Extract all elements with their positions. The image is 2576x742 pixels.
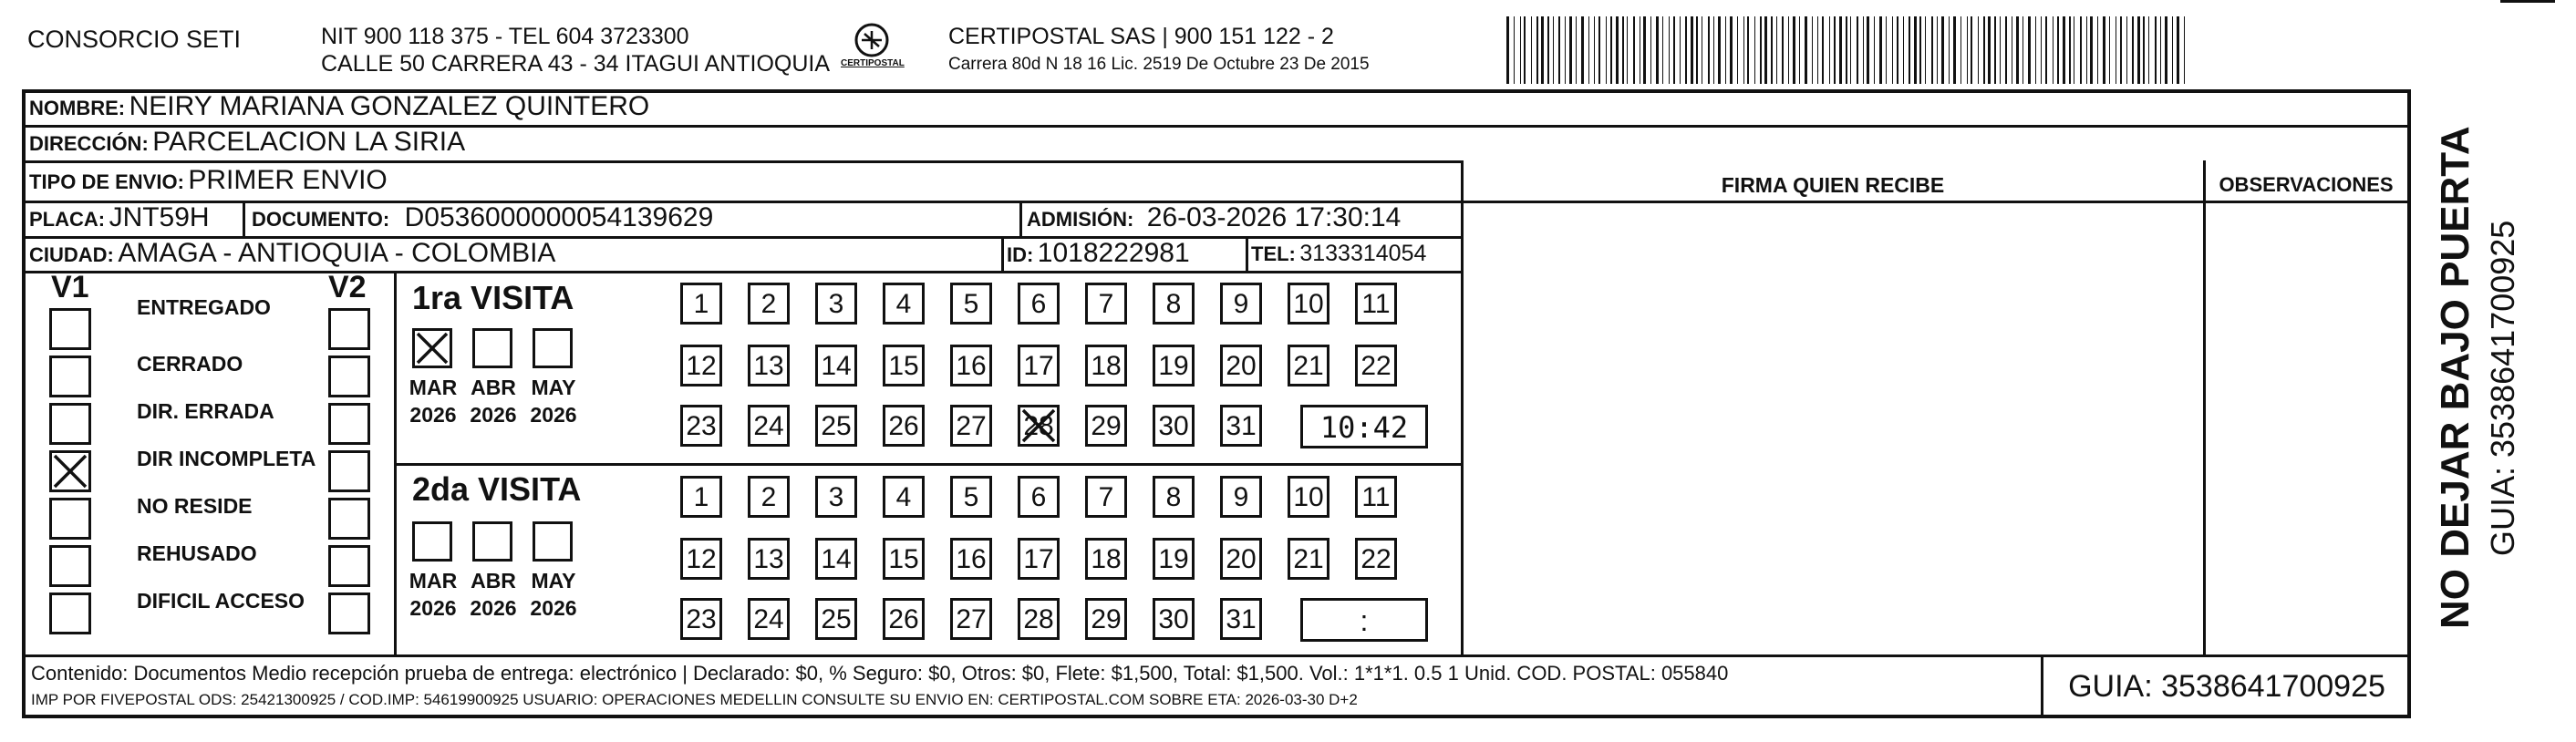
- day-box-12[interactable]: 12: [680, 538, 722, 580]
- admision-row: [1027, 202, 1401, 233]
- day-box-8[interactable]: 8: [1153, 283, 1195, 325]
- observations-area[interactable]: [2207, 203, 2407, 654]
- day-box-1[interactable]: 1: [680, 283, 722, 325]
- admision-label: ADMISIÓN:: [1027, 208, 1134, 231]
- year-label: 2026: [470, 596, 517, 620]
- v1-checkbox[interactable]: [49, 498, 91, 540]
- day-box-2[interactable]: 2: [748, 476, 790, 518]
- tipo-row: [29, 165, 388, 196]
- v1-checkbox[interactable]: [49, 403, 91, 445]
- month-label: ABR: [471, 569, 516, 593]
- firma-header: FIRMA QUIEN RECIBE: [1721, 173, 1945, 197]
- tel-label: TEL:: [1251, 242, 1296, 265]
- v2-checkbox[interactable]: [328, 450, 370, 492]
- v1-checkbox[interactable]: [49, 450, 91, 492]
- month-checkbox-abr[interactable]: [472, 521, 512, 562]
- address-line: CALLE 50 CARRERA 43 - 34 ITAGUI ANTIOQUIA: [321, 51, 831, 77]
- company-name: CONSORCIO SETI: [27, 26, 242, 53]
- day-box-21[interactable]: 21: [1288, 345, 1329, 386]
- day-box-18[interactable]: 18: [1085, 538, 1127, 580]
- day-box-4[interactable]: 4: [883, 283, 925, 325]
- day-box-9[interactable]: 9: [1220, 283, 1262, 325]
- day-box-9[interactable]: 9: [1220, 476, 1262, 518]
- certipostal-logo-icon: [837, 22, 906, 75]
- day-box-30[interactable]: 30: [1153, 598, 1195, 640]
- month-checkbox-mar[interactable]: [412, 328, 452, 368]
- ciudad-row: [29, 238, 555, 269]
- v1-checkbox[interactable]: [49, 545, 91, 587]
- tipo-value: PRIMER ENVIO: [188, 165, 388, 195]
- day-box-20[interactable]: 20: [1220, 538, 1262, 580]
- v1-label: V1: [51, 270, 89, 304]
- check-x-icon: [1018, 405, 1060, 447]
- v2-checkbox[interactable]: [328, 498, 370, 540]
- day-box-14[interactable]: 14: [815, 345, 857, 386]
- day-box-13[interactable]: 13: [748, 538, 790, 580]
- day-box-7[interactable]: 7: [1085, 283, 1127, 325]
- direccion-value: PARCELACION LA SIRIA: [152, 127, 466, 157]
- month-label: MAY: [531, 376, 576, 399]
- v2-checkbox[interactable]: [328, 356, 370, 397]
- ciudad-value: AMAGA - ANTIOQUIA - COLOMBIA: [118, 238, 556, 268]
- day-box-10[interactable]: 10: [1288, 476, 1329, 518]
- day-box-2[interactable]: 2: [748, 283, 790, 325]
- day-box-28[interactable]: 28: [1018, 598, 1060, 640]
- col-line: [1246, 236, 1248, 273]
- day-box-19[interactable]: 19: [1153, 538, 1195, 580]
- nombre-label: NOMBRE:: [29, 97, 126, 119]
- nit-line: NIT 900 118 375 - TEL 604 3723300: [321, 24, 689, 49]
- day-box-3[interactable]: 3: [815, 283, 857, 325]
- v2-label: V2: [328, 270, 367, 304]
- day-box-17[interactable]: 17: [1018, 345, 1060, 386]
- status-label: DIR INCOMPLETA: [137, 447, 316, 470]
- col-line: [1019, 201, 1022, 237]
- day-box-30[interactable]: 30: [1153, 405, 1195, 447]
- month-checkbox-mar[interactable]: [412, 521, 452, 562]
- v2-checkbox[interactable]: [328, 593, 370, 634]
- status-label: DIFICIL ACCESO: [137, 589, 305, 613]
- side-guia: GUIA: 3538641700925: [2484, 220, 2521, 556]
- status-label: NO RESIDE: [137, 494, 253, 518]
- year-label: 2026: [409, 403, 457, 427]
- day-box-25[interactable]: 25: [815, 405, 857, 447]
- footer-guia: GUIA: 3538641700925: [2068, 669, 2385, 704]
- ciudad-label: CIUDAD:: [29, 243, 114, 266]
- year-label: 2026: [409, 596, 457, 620]
- year-label: 2026: [530, 403, 577, 427]
- month-label: MAR: [409, 569, 458, 593]
- time-box[interactable]: :: [1300, 598, 1428, 642]
- year-label: 2026: [470, 403, 517, 427]
- day-box-28[interactable]: 28: [1018, 405, 1060, 447]
- month-checkbox-may[interactable]: [533, 521, 573, 562]
- col-line: [2203, 160, 2206, 656]
- year-label: 2026: [530, 596, 577, 620]
- tel-row: [1251, 241, 1426, 267]
- side-warning: NO DEJAR BAJO PUERTA: [2433, 126, 2478, 629]
- day-box-6[interactable]: 6: [1018, 283, 1060, 325]
- day-box-24[interactable]: 24: [748, 405, 790, 447]
- id-row: [1007, 238, 1190, 269]
- v1-checkbox[interactable]: [49, 308, 91, 350]
- status-label: CERRADO: [137, 352, 243, 376]
- day-box-29[interactable]: 29: [1085, 405, 1127, 447]
- day-box-18[interactable]: 18: [1085, 345, 1127, 386]
- month-label: MAY: [531, 569, 576, 593]
- day-box-10[interactable]: 10: [1288, 283, 1329, 325]
- imp-line: IMP POR FIVEPOSTAL ODS: 25421300925 / COD.IMP: 54619900925 USUARIO: OPERACIONES MEDELLIN CONSULTE SU ENVIO EN: CERTIPOSTAL.COM SOBRE ETA: 2026-03-30 D+2: [31, 691, 1358, 708]
- day-box-26[interactable]: 26: [883, 405, 925, 447]
- day-box-5[interactable]: 5: [950, 476, 992, 518]
- documento-row: [252, 202, 713, 233]
- day-box-14[interactable]: 14: [815, 538, 857, 580]
- placa-label: PLACA:: [29, 208, 106, 231]
- status-label: DIR. ERRADA: [137, 399, 274, 423]
- col-line: [1461, 160, 1464, 656]
- col-line: [1001, 236, 1004, 273]
- day-box-11[interactable]: 11: [1355, 283, 1397, 325]
- day-box-12[interactable]: 12: [680, 345, 722, 386]
- day-box-17[interactable]: 17: [1018, 538, 1060, 580]
- day-box-7[interactable]: 7: [1085, 476, 1127, 518]
- placa-row: [29, 202, 210, 233]
- license-line: Carrera 80d N 18 16 Lic. 2519 De Octubre 23 De 2015: [948, 55, 1370, 74]
- admision-value: 26-03-2026 17:30:14: [1146, 202, 1402, 232]
- nombre-row: [29, 91, 649, 122]
- tel-value: 3133314054: [1299, 241, 1427, 266]
- day-box-16[interactable]: 16: [950, 538, 992, 580]
- day-box-22[interactable]: 22: [1355, 345, 1397, 386]
- col-line: [243, 201, 245, 237]
- nombre-value: NEIRY MARIANA GONZALEZ QUINTERO: [129, 91, 650, 121]
- v1-checkbox[interactable]: [49, 356, 91, 397]
- day-box-11[interactable]: 11: [1355, 476, 1397, 518]
- day-box-6[interactable]: 6: [1018, 476, 1060, 518]
- day-box-27[interactable]: 27: [950, 598, 992, 640]
- documento-label: DOCUMENTO:: [252, 208, 390, 231]
- status-label: ENTREGADO: [137, 295, 271, 319]
- second-visit-title: 2da VISITA: [412, 470, 582, 508]
- month-label: MAR: [409, 376, 458, 399]
- observaciones-header: OBSERVACIONES: [2219, 173, 2394, 196]
- day-box-16[interactable]: 16: [950, 345, 992, 386]
- tipo-label: TIPO DE ENVIO:: [29, 170, 184, 193]
- certipostal-line: CERTIPOSTAL SAS | 900 151 122 - 2: [948, 24, 1334, 49]
- v1-checkbox[interactable]: [49, 593, 91, 634]
- v2-checkbox[interactable]: [328, 403, 370, 445]
- barcode-icon: [1503, 16, 2196, 84]
- day-box-27[interactable]: 27: [950, 405, 992, 447]
- id-value: 1018222981: [1037, 238, 1190, 268]
- day-box-25[interactable]: 25: [815, 598, 857, 640]
- day-box-22[interactable]: 22: [1355, 538, 1397, 580]
- month-checkbox-may[interactable]: [533, 328, 573, 368]
- check-x-icon: [412, 328, 452, 368]
- day-box-5[interactable]: 5: [950, 283, 992, 325]
- day-box-26[interactable]: 26: [883, 598, 925, 640]
- day-box-13[interactable]: 13: [748, 345, 790, 386]
- month-checkbox-abr[interactable]: [472, 328, 512, 368]
- direccion-label: DIRECCIÓN:: [29, 132, 149, 155]
- check-x-icon: [49, 450, 91, 492]
- day-box-21[interactable]: 21: [1288, 538, 1329, 580]
- day-box-8[interactable]: 8: [1153, 476, 1195, 518]
- visit-divider: [394, 463, 1463, 466]
- day-box-19[interactable]: 19: [1153, 345, 1195, 386]
- direccion-row: [29, 127, 465, 158]
- time-box[interactable]: 10:42: [1300, 405, 1428, 448]
- footer-line: [22, 654, 2411, 657]
- day-box-15[interactable]: 15: [883, 538, 925, 580]
- month-label: ABR: [471, 376, 516, 399]
- documento-value: D0536000000054139629: [404, 202, 714, 232]
- id-label: ID:: [1007, 243, 1034, 266]
- day-box-24[interactable]: 24: [748, 598, 790, 640]
- signature-area[interactable]: [1464, 203, 2201, 654]
- day-box-1[interactable]: 1: [680, 476, 722, 518]
- placa-value: JNT59H: [109, 202, 210, 232]
- top-right-tick: [2500, 0, 2555, 3]
- v2-checkbox[interactable]: [328, 308, 370, 350]
- day-box-23[interactable]: 23: [680, 405, 722, 447]
- logo-caption: CERTIPOSTAL: [841, 58, 905, 68]
- first-visit-title: 1ra VISITA: [412, 279, 574, 316]
- status-label: REHUSADO: [137, 541, 257, 565]
- day-box-29[interactable]: 29: [1085, 598, 1127, 640]
- v2-checkbox[interactable]: [328, 545, 370, 587]
- day-box-31[interactable]: 31: [1220, 598, 1262, 640]
- day-box-20[interactable]: 20: [1220, 345, 1262, 386]
- day-box-3[interactable]: 3: [815, 476, 857, 518]
- day-box-23[interactable]: 23: [680, 598, 722, 640]
- day-box-4[interactable]: 4: [883, 476, 925, 518]
- day-box-15[interactable]: 15: [883, 345, 925, 386]
- row-line: [22, 160, 1463, 163]
- day-box-31[interactable]: 31: [1220, 405, 1262, 447]
- content-line: Contenido: Documentos Medio recepción prueba de entrega: electrónico | Declarado: $0, % Seguro: $0, Otros: $0, Flete: $1,500, Total: $1,500. Vol.: 1*1*1. 0.5 1 Unid. COD. POSTAL: 055840: [31, 662, 1729, 685]
